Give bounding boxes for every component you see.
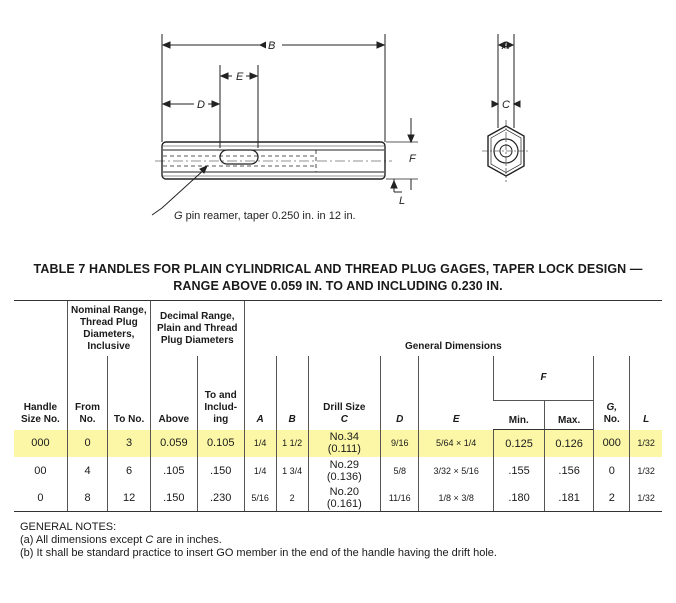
handle-drawing: [0, 0, 676, 230]
header-c: C: [340, 413, 348, 425]
cell-drill-dec: (0.111): [327, 443, 361, 456]
cell-b: 1 1/2: [276, 430, 308, 458]
cell-d: 11/16: [381, 484, 419, 512]
cell-f-max: .156: [545, 457, 594, 484]
handles-table: [14, 300, 662, 512]
cell-a: 1/4: [244, 430, 276, 458]
cell-g: 0: [594, 457, 630, 484]
dim-label-a: A: [502, 40, 510, 52]
cell-drill-dec: (0.136): [326, 470, 362, 483]
cell-a: 5/16: [244, 484, 276, 512]
cell-l: 1/32: [630, 484, 662, 512]
header-above: Above: [150, 356, 197, 430]
dim-label-b: B: [268, 40, 276, 52]
header-nominal-range: Nominal Range, Thread Plug Diameters, Inclusive: [67, 301, 150, 357]
header-to-including: To and Includ- ing: [197, 356, 244, 430]
cell-from: 8: [67, 484, 107, 512]
table-title-line2: RANGE ABOVE 0.059 IN. TO AND INCLUDING 0.230 IN.: [173, 279, 503, 293]
cell-drill: [308, 484, 380, 512]
cell-b: 1 3/4: [276, 457, 308, 484]
cell-l: 1/32: [630, 457, 662, 484]
cell-g: 000: [594, 430, 630, 458]
cell-g: 2: [594, 484, 630, 512]
cell-to: 12: [108, 484, 151, 512]
cell-drill-no: No.34: [329, 431, 359, 444]
cell-e: 1/8 × 3/8: [419, 484, 494, 512]
note-a-prefix: (a) All dimensions except: [20, 534, 146, 546]
header-drill-size-label: Drill Size: [323, 401, 366, 413]
cell-to-incl: 0.105: [197, 430, 244, 458]
cell-to-incl: .150: [197, 457, 244, 484]
table-title-line1: TABLE 7 HANDLES FOR PLAIN CYLINDRICAL AND THREAD PLUG GAGES, TAPER LOCK DESIGN —: [33, 262, 643, 276]
dim-label-d: D: [197, 99, 205, 111]
cell-handle: 00: [34, 464, 47, 477]
header-a: A: [244, 356, 276, 430]
dim-label-e: E: [236, 71, 244, 83]
header-to-no: To No.: [108, 356, 151, 430]
cell-to-incl: .230: [197, 484, 244, 512]
reamer-note: [174, 210, 356, 222]
header-blank: [14, 301, 67, 357]
cell-above: .105: [150, 457, 197, 484]
header-from-no: From No.: [67, 356, 107, 430]
cell-d: 5/8: [381, 457, 419, 484]
cell-a: 1/4: [244, 457, 276, 484]
header-decimal-range: Decimal Range, Plain and Thread Plug Diameters: [150, 301, 244, 357]
cell-handle: 000: [14, 430, 67, 458]
cell-e: 3/32 × 5/16: [419, 457, 494, 484]
header-f-min: Min.: [493, 401, 544, 430]
cell-to: 3: [108, 430, 151, 458]
header-f: F: [493, 356, 593, 401]
cell-to: 6: [108, 457, 151, 484]
cell-drill-dec: (0.161): [326, 497, 362, 510]
cell-drill: [308, 430, 380, 458]
cell-b: 2: [276, 484, 308, 512]
note-a: [20, 534, 497, 547]
reamer-note-letter: G: [174, 210, 183, 222]
cell-f-min: .180: [493, 484, 544, 512]
cell-f-min: .155: [493, 457, 544, 484]
reamer-note-text: pin reamer, taper 0.250 in. in 12 in.: [182, 210, 356, 222]
notes-heading: GENERAL NOTES:: [20, 521, 117, 533]
header-drill-size: [308, 356, 380, 430]
cell-drill-no: No.20: [329, 485, 359, 498]
note-b: (b) It shall be standard practice to insert GO member in the end of the handle having the drift hole.: [20, 547, 497, 559]
dim-label-c: C: [502, 99, 510, 111]
general-notes: [20, 521, 497, 560]
header-g: [594, 356, 630, 430]
header-e: E: [419, 356, 494, 430]
cell-f-min: 0.125: [493, 430, 544, 458]
cell-drill-no: No.29: [329, 458, 359, 471]
cell-drill: [308, 457, 380, 484]
header-f-max: Max.: [545, 401, 594, 430]
cell-d: 9/16: [381, 430, 419, 458]
cell-handle: 0: [14, 484, 67, 512]
cell-l: 1/32: [630, 430, 662, 458]
table-row: [14, 430, 662, 458]
table-row: [14, 457, 662, 484]
header-handle-size: Handle Size No.: [20, 401, 60, 425]
header-b: B: [276, 356, 308, 430]
cell-from: 0: [67, 430, 107, 458]
header-d: D: [381, 356, 419, 430]
cell-from: 4: [67, 457, 107, 484]
header-g-label: G,: [606, 401, 618, 413]
dim-label-l: L: [399, 195, 406, 207]
note-a-letter: C: [145, 534, 154, 546]
table-row: [14, 484, 662, 512]
header-g-no: No.: [603, 413, 620, 425]
header-l: L: [630, 356, 662, 430]
cell-f-max: 0.126: [545, 430, 594, 458]
cell-f-max: .181: [545, 484, 594, 512]
note-a-suffix: are in inches.: [153, 534, 222, 546]
cell-above: 0.059: [150, 430, 197, 458]
dim-label-f: F: [409, 153, 416, 165]
cell-above: .150: [150, 484, 197, 512]
handles-table-wrapper: [14, 300, 662, 512]
header-general-dimensions: General Dimensions: [244, 301, 662, 357]
cell-e: 5/64 × 1/4: [419, 430, 494, 458]
